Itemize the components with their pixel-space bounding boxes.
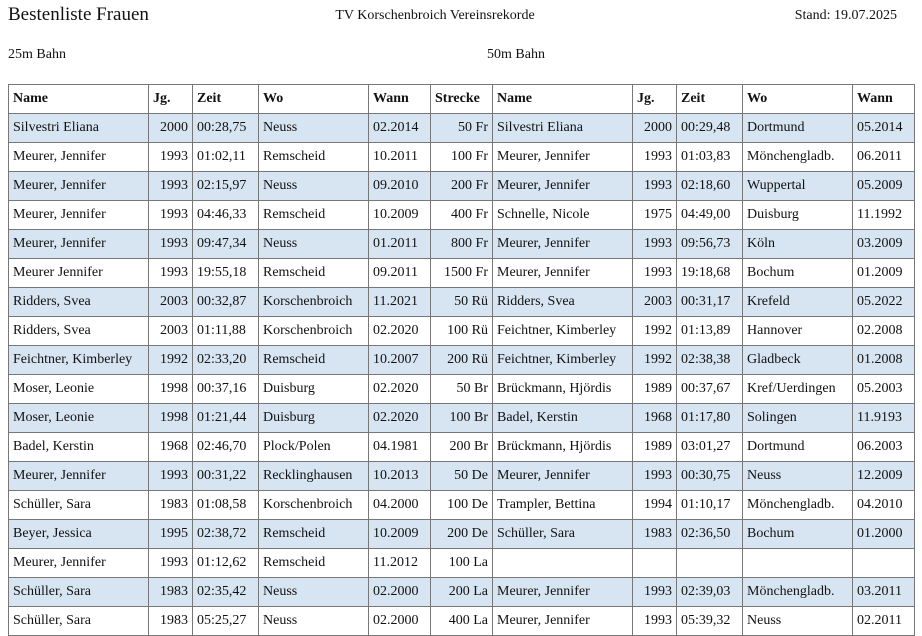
cell-name-50	[493, 549, 633, 578]
cell-strecke: 100 De	[431, 491, 493, 520]
cell-zeit-50: 05:39,32	[677, 607, 743, 636]
cell-name-50: Meurer, Jennifer	[493, 143, 633, 172]
cell-name-25: Feichtner, Kimberley	[9, 346, 149, 375]
cell-strecke: 400 Fr	[431, 201, 493, 230]
cell-zeit-25: 01:08,58	[193, 491, 259, 520]
cell-jg-50: 1993	[633, 607, 677, 636]
records-table	[8, 84, 915, 636]
cell-wo-25: Neuss	[259, 607, 369, 636]
col-header-wann-50: Wann	[853, 85, 915, 114]
cell-zeit-25: 02:15,97	[193, 172, 259, 201]
cell-wo-50: Neuss	[743, 462, 853, 491]
cell-zeit-50: 04:49,00	[677, 201, 743, 230]
cell-name-50: Schnelle, Nicole	[493, 201, 633, 230]
cell-jg-25: 1993	[149, 549, 193, 578]
table-row	[9, 288, 915, 317]
cell-jg-50: 1968	[633, 404, 677, 433]
cell-wann-25: 10.2007	[369, 346, 431, 375]
table-row	[9, 578, 915, 607]
cell-wo-25: Remscheid	[259, 259, 369, 288]
cell-zeit-25: 00:37,16	[193, 375, 259, 404]
cell-strecke: 100 Rü	[431, 317, 493, 346]
cell-jg-50: 1975	[633, 201, 677, 230]
cell-wann-50: 05.2014	[853, 114, 915, 143]
cell-jg-25: 1998	[149, 375, 193, 404]
subtitle-25m: 25m Bahn	[8, 47, 66, 62]
table-row	[9, 607, 915, 636]
cell-wann-50: 01.2009	[853, 259, 915, 288]
cell-name-50: Meurer, Jennifer	[493, 230, 633, 259]
cell-zeit-25: 01:11,88	[193, 317, 259, 346]
cell-name-50: Brückmann, Hjördis	[493, 433, 633, 462]
cell-strecke: 200 La	[431, 578, 493, 607]
cell-jg-50: 2000	[633, 114, 677, 143]
cell-jg-50: 1989	[633, 375, 677, 404]
cell-zeit-25: 02:46,70	[193, 433, 259, 462]
cell-name-25: Silvestri Eliana	[9, 114, 149, 143]
cell-zeit-50	[677, 549, 743, 578]
cell-zeit-25: 00:32,87	[193, 288, 259, 317]
cell-jg-50: 1993	[633, 172, 677, 201]
cell-wo-25: Neuss	[259, 230, 369, 259]
cell-wo-50: Mönchengladb.	[743, 143, 853, 172]
cell-jg-25: 1993	[149, 172, 193, 201]
cell-strecke: 800 Fr	[431, 230, 493, 259]
table-row	[9, 230, 915, 259]
cell-name-25: Schüller, Sara	[9, 491, 149, 520]
cell-wann-25: 10.2011	[369, 143, 431, 172]
cell-wo-50: Solingen	[743, 404, 853, 433]
cell-name-50: Trampler, Bettina	[493, 491, 633, 520]
cell-strecke: 50 De	[431, 462, 493, 491]
table-row	[9, 143, 915, 172]
cell-strecke: 200 Fr	[431, 172, 493, 201]
cell-jg-50: 2003	[633, 288, 677, 317]
cell-jg-25: 1983	[149, 491, 193, 520]
cell-wo-25: Duisburg	[259, 375, 369, 404]
col-header-zeit-25: Zeit	[193, 85, 259, 114]
cell-wann-25: 10.2009	[369, 201, 431, 230]
cell-wann-25: 02.2020	[369, 404, 431, 433]
cell-wann-25: 11.2012	[369, 549, 431, 578]
cell-name-50: Brückmann, Hjördis	[493, 375, 633, 404]
cell-wann-25: 09.2011	[369, 259, 431, 288]
cell-wo-25: Korschenbroich	[259, 288, 369, 317]
cell-wann-50: 06.2003	[853, 433, 915, 462]
cell-name-50: Meurer, Jennifer	[493, 172, 633, 201]
cell-wo-50: Bochum	[743, 259, 853, 288]
cell-name-25: Moser, Leonie	[9, 375, 149, 404]
cell-strecke: 1500 Fr	[431, 259, 493, 288]
cell-zeit-25: 09:47,34	[193, 230, 259, 259]
col-header-name-50: Name	[493, 85, 633, 114]
cell-name-25: Schüller, Sara	[9, 578, 149, 607]
cell-wann-50: 02.2011	[853, 607, 915, 636]
table-row	[9, 259, 915, 288]
table-row	[9, 346, 915, 375]
page-title: Bestenliste Frauen	[8, 4, 149, 25]
cell-zeit-50: 00:29,48	[677, 114, 743, 143]
cell-strecke: 400 La	[431, 607, 493, 636]
cell-wo-50	[743, 549, 853, 578]
cell-zeit-50: 01:10,17	[677, 491, 743, 520]
table-row	[9, 375, 915, 404]
cell-zeit-25: 01:02,11	[193, 143, 259, 172]
cell-name-50: Feichtner, Kimberley	[493, 317, 633, 346]
cell-jg-50: 1993	[633, 462, 677, 491]
cell-wo-25: Remscheid	[259, 143, 369, 172]
cell-name-50: Schüller, Sara	[493, 520, 633, 549]
cell-wann-50: 11.9193	[853, 404, 915, 433]
cell-wann-25: 01.2011	[369, 230, 431, 259]
cell-jg-50: 1993	[633, 259, 677, 288]
cell-wann-25: 02.2000	[369, 578, 431, 607]
cell-zeit-50: 01:13,89	[677, 317, 743, 346]
cell-zeit-25: 05:25,27	[193, 607, 259, 636]
cell-wo-50: Dortmund	[743, 433, 853, 462]
cell-zeit-25: 02:33,20	[193, 346, 259, 375]
col-header-strecke: Strecke	[431, 85, 493, 114]
cell-wo-50: Bochum	[743, 520, 853, 549]
cell-wann-50	[853, 549, 915, 578]
cell-wann-25: 10.2009	[369, 520, 431, 549]
cell-name-25: Ridders, Svea	[9, 288, 149, 317]
cell-wo-50: Neuss	[743, 607, 853, 636]
cell-name-25: Meurer, Jennifer	[9, 230, 149, 259]
cell-wann-50: 12.2009	[853, 462, 915, 491]
col-header-name-25: Name	[9, 85, 149, 114]
cell-strecke: 50 Br	[431, 375, 493, 404]
cell-wann-25: 02.2020	[369, 375, 431, 404]
cell-strecke: 50 Fr	[431, 114, 493, 143]
table-row	[9, 433, 915, 462]
cell-zeit-50: 00:37,67	[677, 375, 743, 404]
cell-name-50: Meurer, Jennifer	[493, 578, 633, 607]
cell-wann-25: 02.2020	[369, 317, 431, 346]
cell-jg-50	[633, 549, 677, 578]
table-row	[9, 114, 915, 143]
cell-zeit-25: 04:46,33	[193, 201, 259, 230]
subtitle-50m: 50m Bahn	[487, 47, 545, 62]
cell-zeit-50: 02:38,38	[677, 346, 743, 375]
cell-wann-50: 11.1992	[853, 201, 915, 230]
cell-name-25: Meurer, Jennifer	[9, 462, 149, 491]
cell-strecke: 200 Rü	[431, 346, 493, 375]
cell-strecke: 200 Br	[431, 433, 493, 462]
cell-zeit-25: 02:38,72	[193, 520, 259, 549]
cell-name-25: Badel, Kerstin	[9, 433, 149, 462]
table-row	[9, 201, 915, 230]
cell-name-50: Badel, Kerstin	[493, 404, 633, 433]
table-row	[9, 404, 915, 433]
cell-jg-50: 1992	[633, 346, 677, 375]
cell-strecke: 50 Rü	[431, 288, 493, 317]
cell-name-50: Ridders, Svea	[493, 288, 633, 317]
cell-jg-25: 1968	[149, 433, 193, 462]
col-header-jg-25: Jg.	[149, 85, 193, 114]
cell-name-50: Meurer, Jennifer	[493, 607, 633, 636]
cell-jg-50: 1989	[633, 433, 677, 462]
cell-jg-25: 1983	[149, 578, 193, 607]
cell-zeit-25: 00:31,22	[193, 462, 259, 491]
cell-wo-50: Krefeld	[743, 288, 853, 317]
cell-jg-25: 1993	[149, 201, 193, 230]
cell-wann-50: 01.2008	[853, 346, 915, 375]
cell-name-25: Beyer, Jessica	[9, 520, 149, 549]
cell-zeit-25: 19:55,18	[193, 259, 259, 288]
cell-wann-25: 09.2010	[369, 172, 431, 201]
cell-wo-25: Remscheid	[259, 346, 369, 375]
cell-wann-25: 02.2000	[369, 607, 431, 636]
cell-zeit-50: 00:31,17	[677, 288, 743, 317]
cell-wann-50: 06.2011	[853, 143, 915, 172]
col-header-wo-25: Wo	[259, 85, 369, 114]
cell-name-25: Ridders, Svea	[9, 317, 149, 346]
cell-wann-25: 04.2000	[369, 491, 431, 520]
cell-wo-25: Neuss	[259, 172, 369, 201]
cell-jg-50: 1993	[633, 578, 677, 607]
cell-wann-50: 05.2003	[853, 375, 915, 404]
table-row	[9, 317, 915, 346]
cell-jg-25: 1993	[149, 259, 193, 288]
cell-name-25: Meurer Jennifer	[9, 259, 149, 288]
cell-wo-25: Neuss	[259, 114, 369, 143]
cell-name-25: Meurer, Jennifer	[9, 172, 149, 201]
cell-wo-25: Remscheid	[259, 201, 369, 230]
cell-wann-25: 02.2014	[369, 114, 431, 143]
cell-zeit-50: 01:17,80	[677, 404, 743, 433]
cell-jg-25: 1998	[149, 404, 193, 433]
cell-jg-25: 1993	[149, 143, 193, 172]
cell-wo-25: Neuss	[259, 578, 369, 607]
cell-wo-50: Mönchengladb.	[743, 491, 853, 520]
cell-name-25: Meurer, Jennifer	[9, 201, 149, 230]
col-header-jg-50: Jg.	[633, 85, 677, 114]
cell-jg-25: 2003	[149, 288, 193, 317]
cell-strecke: 100 Br	[431, 404, 493, 433]
cell-zeit-25: 01:21,44	[193, 404, 259, 433]
cell-wo-25: Plock/Polen	[259, 433, 369, 462]
cell-strecke: 100 Fr	[431, 143, 493, 172]
cell-name-25: Meurer, Jennifer	[9, 143, 149, 172]
cell-wo-50: Köln	[743, 230, 853, 259]
cell-wann-50: 05.2022	[853, 288, 915, 317]
cell-strecke: 100 La	[431, 549, 493, 578]
cell-jg-25: 1983	[149, 607, 193, 636]
cell-jg-50: 1993	[633, 230, 677, 259]
table-row	[9, 549, 915, 578]
cell-zeit-25: 00:28,75	[193, 114, 259, 143]
cell-jg-25: 2000	[149, 114, 193, 143]
stand-date: Stand: 19.07.2025	[794, 8, 897, 23]
cell-zeit-50: 02:36,50	[677, 520, 743, 549]
cell-name-25: Meurer, Jennifer	[9, 549, 149, 578]
cell-strecke: 200 De	[431, 520, 493, 549]
cell-wann-50: 03.2009	[853, 230, 915, 259]
cell-wo-25: Recklinghausen	[259, 462, 369, 491]
cell-name-25: Moser, Leonie	[9, 404, 149, 433]
cell-wann-50: 01.2000	[853, 520, 915, 549]
cell-zeit-50: 09:56,73	[677, 230, 743, 259]
cell-zeit-50: 00:30,75	[677, 462, 743, 491]
col-header-wo-50: Wo	[743, 85, 853, 114]
cell-wann-25: 04.1981	[369, 433, 431, 462]
cell-wo-50: Gladbeck	[743, 346, 853, 375]
cell-wo-50: Duisburg	[743, 201, 853, 230]
cell-wann-50: 02.2008	[853, 317, 915, 346]
cell-wo-50: Wuppertal	[743, 172, 853, 201]
cell-zeit-25: 02:35,42	[193, 578, 259, 607]
table-row	[9, 491, 915, 520]
cell-jg-25: 2003	[149, 317, 193, 346]
cell-jg-25: 1993	[149, 462, 193, 491]
table-header-row	[9, 85, 915, 114]
cell-wann-50: 05.2009	[853, 172, 915, 201]
cell-wo-25: Duisburg	[259, 404, 369, 433]
cell-jg-50: 1992	[633, 317, 677, 346]
col-header-wann-25: Wann	[369, 85, 431, 114]
cell-wo-50: Hannover	[743, 317, 853, 346]
cell-zeit-50: 03:01,27	[677, 433, 743, 462]
table-row	[9, 520, 915, 549]
cell-wann-50: 03.2011	[853, 578, 915, 607]
cell-wann-25: 11.2021	[369, 288, 431, 317]
cell-name-25: Schüller, Sara	[9, 607, 149, 636]
cell-wo-25: Remscheid	[259, 549, 369, 578]
cell-wann-25: 10.2013	[369, 462, 431, 491]
table-row	[9, 172, 915, 201]
cell-jg-25: 1993	[149, 230, 193, 259]
col-header-zeit-50: Zeit	[677, 85, 743, 114]
cell-jg-50: 1993	[633, 143, 677, 172]
cell-name-50: Feichtner, Kimberley	[493, 346, 633, 375]
cell-name-50: Meurer, Jennifer	[493, 259, 633, 288]
cell-jg-25: 1995	[149, 520, 193, 549]
cell-jg-50: 1983	[633, 520, 677, 549]
cell-wo-50: Kref/Uerdingen	[743, 375, 853, 404]
cell-zeit-50: 02:39,03	[677, 578, 743, 607]
cell-jg-25: 1992	[149, 346, 193, 375]
cell-wo-50: Dortmund	[743, 114, 853, 143]
cell-name-50: Silvestri Eliana	[493, 114, 633, 143]
table-row	[9, 462, 915, 491]
cell-wo-25: Remscheid	[259, 520, 369, 549]
cell-wo-50: Mönchengladb.	[743, 578, 853, 607]
cell-zeit-50: 02:18,60	[677, 172, 743, 201]
cell-zeit-50: 19:18,68	[677, 259, 743, 288]
cell-jg-50: 1994	[633, 491, 677, 520]
cell-wann-50: 04.2010	[853, 491, 915, 520]
cell-wo-25: Korschenbroich	[259, 317, 369, 346]
cell-zeit-25: 01:12,62	[193, 549, 259, 578]
cell-wo-25: Korschenbroich	[259, 491, 369, 520]
cell-zeit-50: 01:03,83	[677, 143, 743, 172]
cell-name-50: Meurer, Jennifer	[493, 462, 633, 491]
club-title: TV Korschenbroich Vereinsrekorde	[335, 8, 535, 23]
